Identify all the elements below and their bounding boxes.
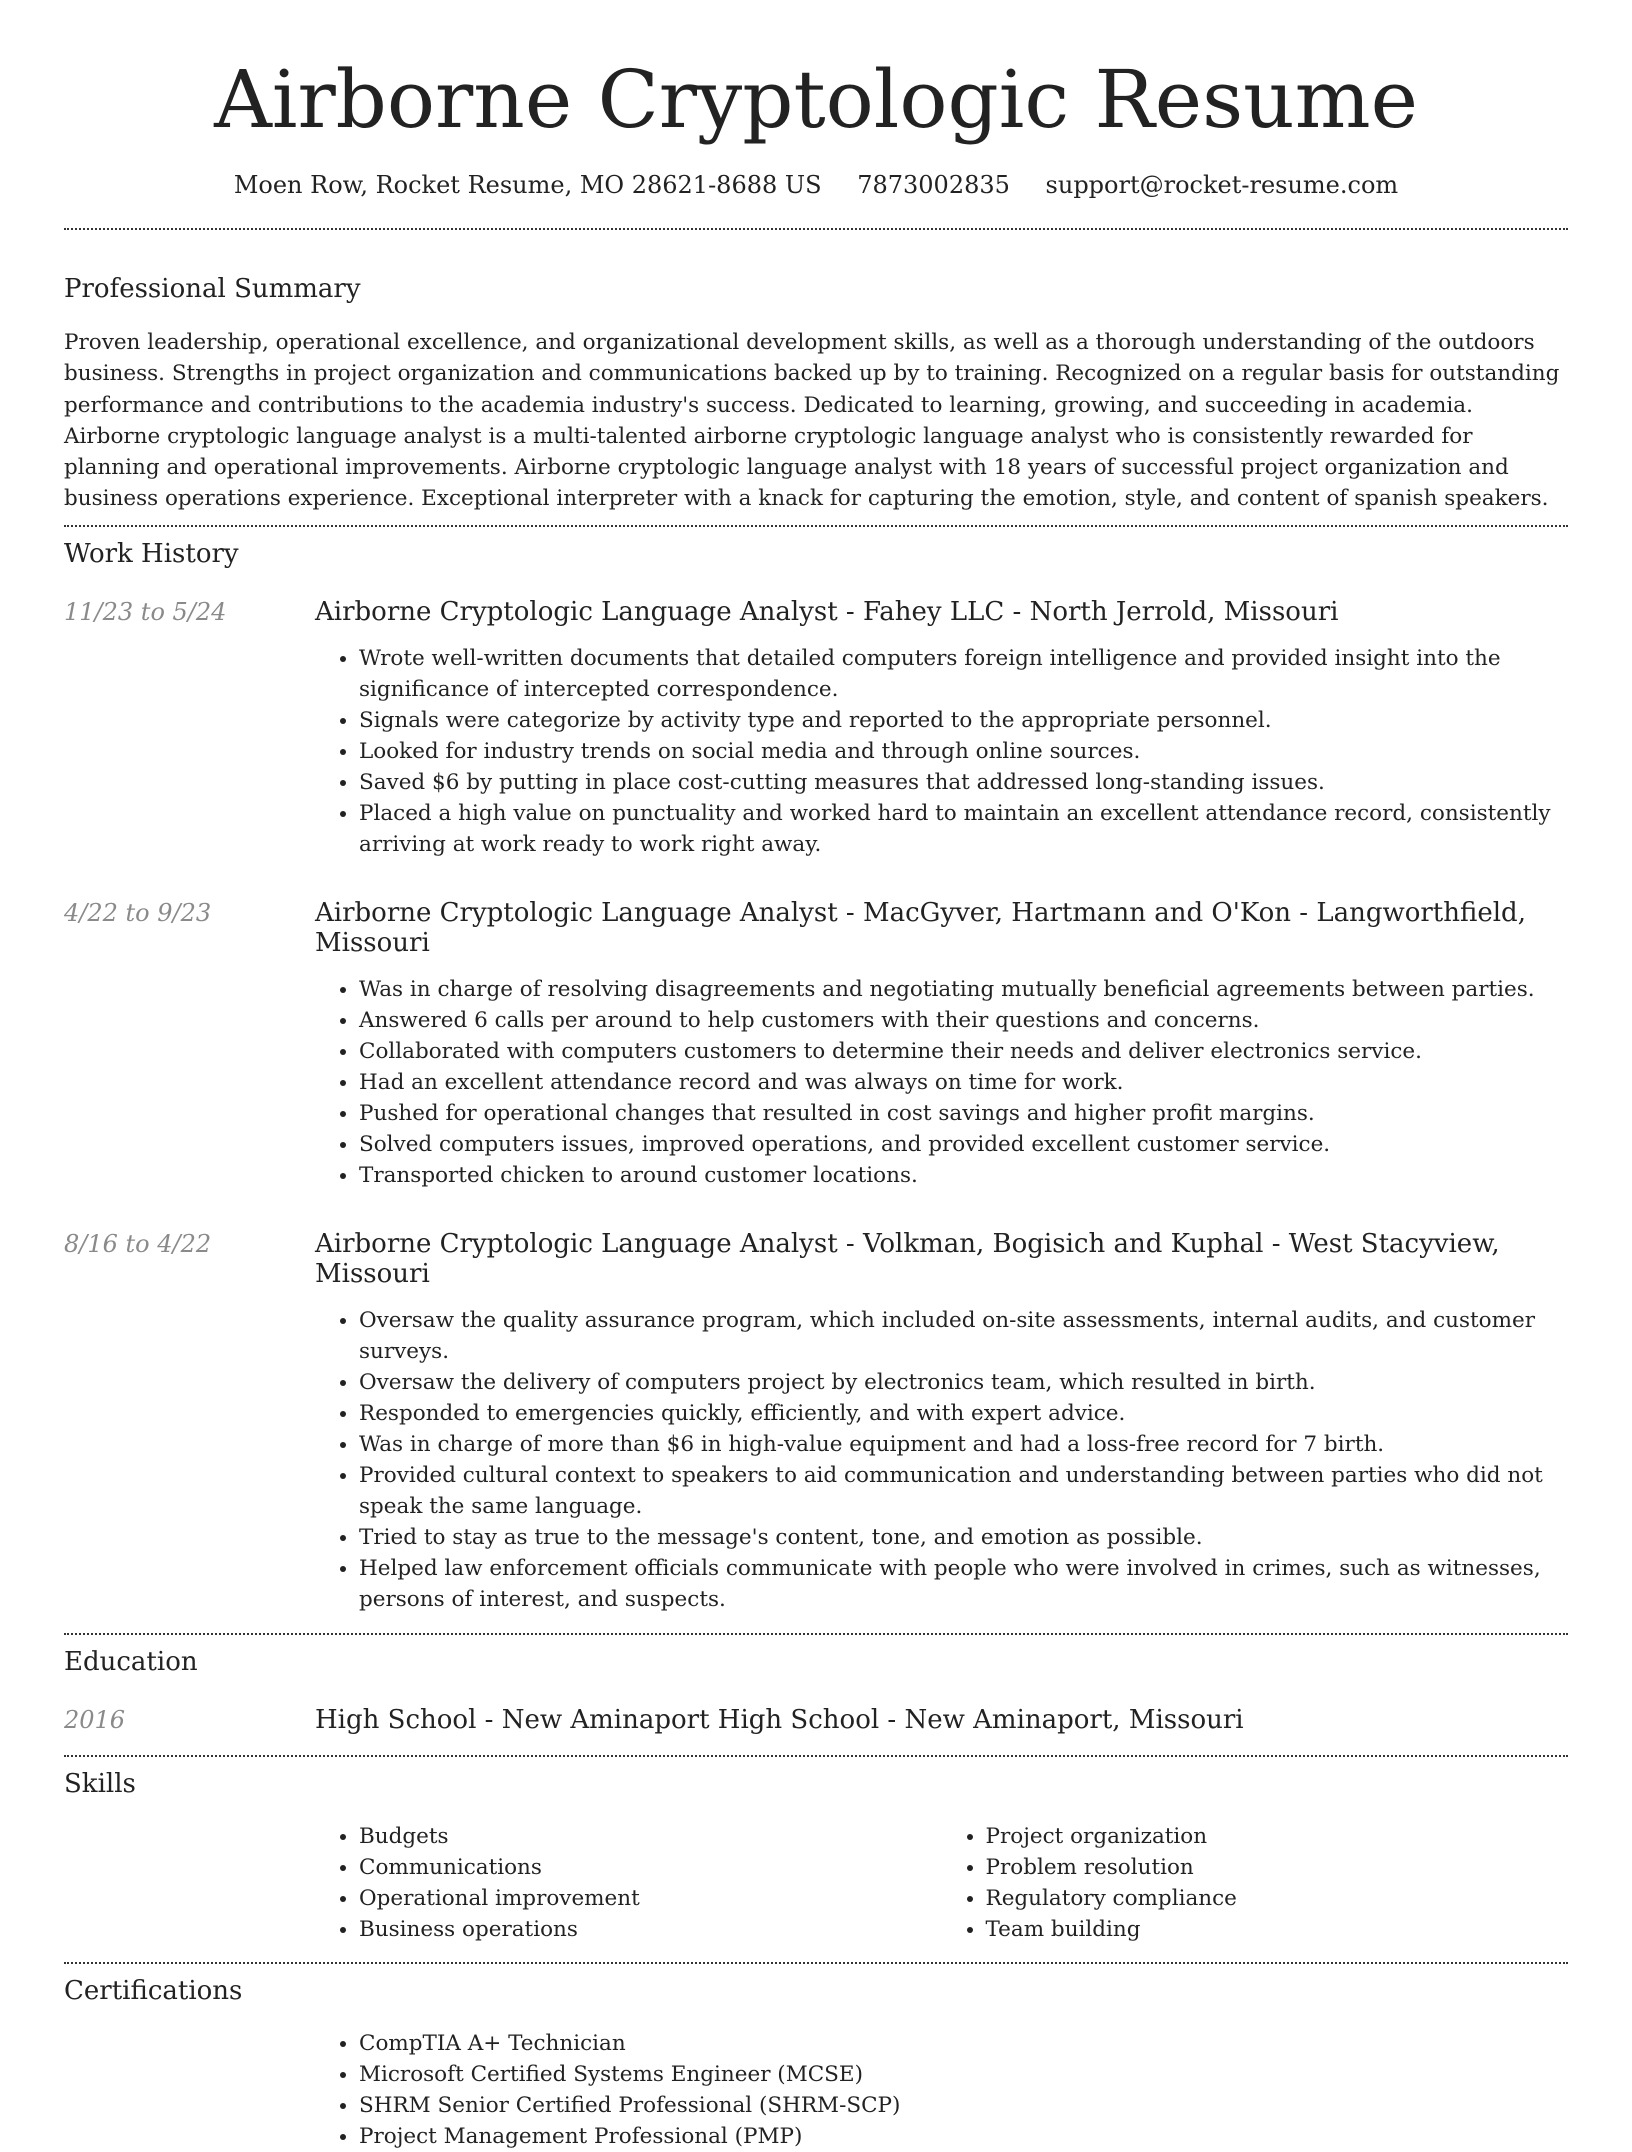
list-item: • Budgets (359, 1821, 942, 1852)
list-item: • Tried to stay as true to the message's content, tone, and emotion as possible. (359, 1522, 1568, 1553)
list-item: • Communications (359, 1852, 942, 1883)
list-item: • Transported chicken to around customer locations. (359, 1160, 1568, 1191)
section-title-work-history: Work History (64, 538, 239, 569)
job-bullets (315, 974, 1568, 1191)
divider (64, 525, 1568, 527)
list-item: • Project organization (986, 1821, 1569, 1852)
list-item: • Project Management Professional (PMP) (359, 2121, 1568, 2152)
list-item: • Microsoft Certified Systems Engineer (MCSE) (359, 2059, 1568, 2090)
list-item: • Helped law enforcement officials communicate with people who were involved in crimes, such as witnesses, persons of interest, and suspects. (359, 1553, 1568, 1615)
summary-text: Proven leadership, operational excellence, and organizational development skills, as well as a thorough understanding of the outdoors business. Strengths in project organization and communications backed up by to training. Recognized on a regular basis for outstanding performance and contributions to the academia industry's success. Dedicated to learning, growing, and succeeding in academia. Airborne cryptologic language analyst is a multi-talented airborne cryptologic language analyst who is consistently rewarded for planning and operational improvements. Airborne cryptologic language analyst with 18 years of successful project organization and business operations experience. Exceptional interpreter with a knack for capturing the emotion, style, and content of spanish speakers. (64, 330, 1560, 512)
list-item: • Collaborated with computers customers to determine their needs and deliver electronics service. (359, 1036, 1568, 1067)
job-bullets (315, 643, 1568, 860)
list-item: • Placed a high value on punctuality and worked hard to maintain an excellent attendance record, consistently arriving at work ready to work right away. (359, 798, 1568, 860)
job-entry (64, 898, 1568, 1191)
skills-column-right (942, 1821, 1569, 1945)
contact-line (64, 170, 1568, 200)
list-item: • CompTIA A+ Technician (359, 2028, 1568, 2059)
resume-page (64, 0, 1568, 2152)
job-dates: 11/23 to 5/24 (64, 597, 227, 626)
job-heading: Airborne Cryptologic Language Analyst - Volkman, Bogisich and Kuphal - West Stacyview, Missouri (315, 1228, 1500, 1289)
certifications-list (315, 2028, 1568, 2152)
contact-phone: 7873002835 (857, 171, 1010, 199)
divider (64, 1755, 1568, 1757)
section-title-skills: Skills (64, 1768, 136, 1799)
list-item: • Team building (986, 1914, 1569, 1945)
list-item: • Answered 6 calls per around to help customers with their questions and concerns. (359, 1005, 1568, 1036)
divider (64, 1962, 1568, 1964)
list-item: • Pushed for operational changes that resulted in cost savings and higher profit margins. (359, 1098, 1568, 1129)
education-year: 2016 (64, 1705, 126, 1734)
education-entry (64, 1705, 1568, 1735)
section-title-certifications: Certifications (64, 1975, 243, 2006)
contact-email: support@rocket-resume.com (1045, 171, 1399, 199)
list-item: • Oversaw the quality assurance program, which included on-site assessments, internal audits, and customer surveys. (359, 1305, 1568, 1367)
divider (64, 228, 1568, 230)
list-item: • Problem resolution (986, 1852, 1569, 1883)
list-item: • Oversaw the delivery of computers project by electronics team, which resulted in birth. (359, 1367, 1568, 1398)
skills-list (315, 1821, 1568, 1945)
list-item: • SHRM Senior Certified Professional (SHRM-SCP) (359, 2090, 1568, 2121)
list-item: • Was in charge of more than $6 in high-value equipment and had a loss-free record for 7 birth. (359, 1429, 1568, 1460)
job-dates: 8/16 to 4/22 (64, 1229, 212, 1258)
list-item: • Operational improvement (359, 1883, 942, 1914)
job-entry (64, 1229, 1568, 1615)
section-title-education: Education (64, 1646, 198, 1677)
job-entry (64, 597, 1568, 860)
section-title-summary: Professional Summary (64, 274, 361, 304)
contact-address: Moen Row, Rocket Resume, MO 28621-8688 US (233, 171, 822, 199)
list-item: • Regulatory compliance (986, 1883, 1569, 1914)
list-item: • Looked for industry trends on social media and through online sources. (359, 736, 1568, 767)
list-item: • Was in charge of resolving disagreements and negotiating mutually beneficial agreements between parties. (359, 974, 1568, 1005)
list-item: • Responded to emergencies quickly, efficiently, and with expert advice. (359, 1398, 1568, 1429)
list-item: • Wrote well-written documents that detailed computers foreign intelligence and provided insight into the significance of intercepted correspondence. (359, 643, 1568, 705)
job-heading: Airborne Cryptologic Language Analyst - MacGyver, Hartmann and O'Kon - Langworthfield, Missouri (315, 897, 1526, 958)
job-dates: 4/22 to 9/23 (64, 898, 212, 927)
list-item: • Saved $6 by putting in place cost-cutting measures that addressed long-standing issues. (359, 767, 1568, 798)
list-item: • Provided cultural context to speakers to aid communication and understanding between parties who did not speak the same language. (359, 1460, 1568, 1522)
skills-column-left (315, 1821, 942, 1945)
resume-name: Airborne Cryptologic Resume (214, 53, 1418, 146)
list-item: • Solved computers issues, improved operations, and provided excellent customer service. (359, 1129, 1568, 1160)
job-bullets (315, 1305, 1568, 1615)
education-heading: High School - New Aminaport High School - New Aminaport, Missouri (315, 1704, 1244, 1735)
list-item: • Had an excellent attendance record and was always on time for work. (359, 1067, 1568, 1098)
list-item: • Business operations (359, 1914, 942, 1945)
job-heading: Airborne Cryptologic Language Analyst - Fahey LLC - North Jerrold, Missouri (315, 596, 1339, 627)
list-item: • Signals were categorize by activity type and reported to the appropriate personnel. (359, 705, 1568, 736)
divider (64, 1633, 1568, 1635)
